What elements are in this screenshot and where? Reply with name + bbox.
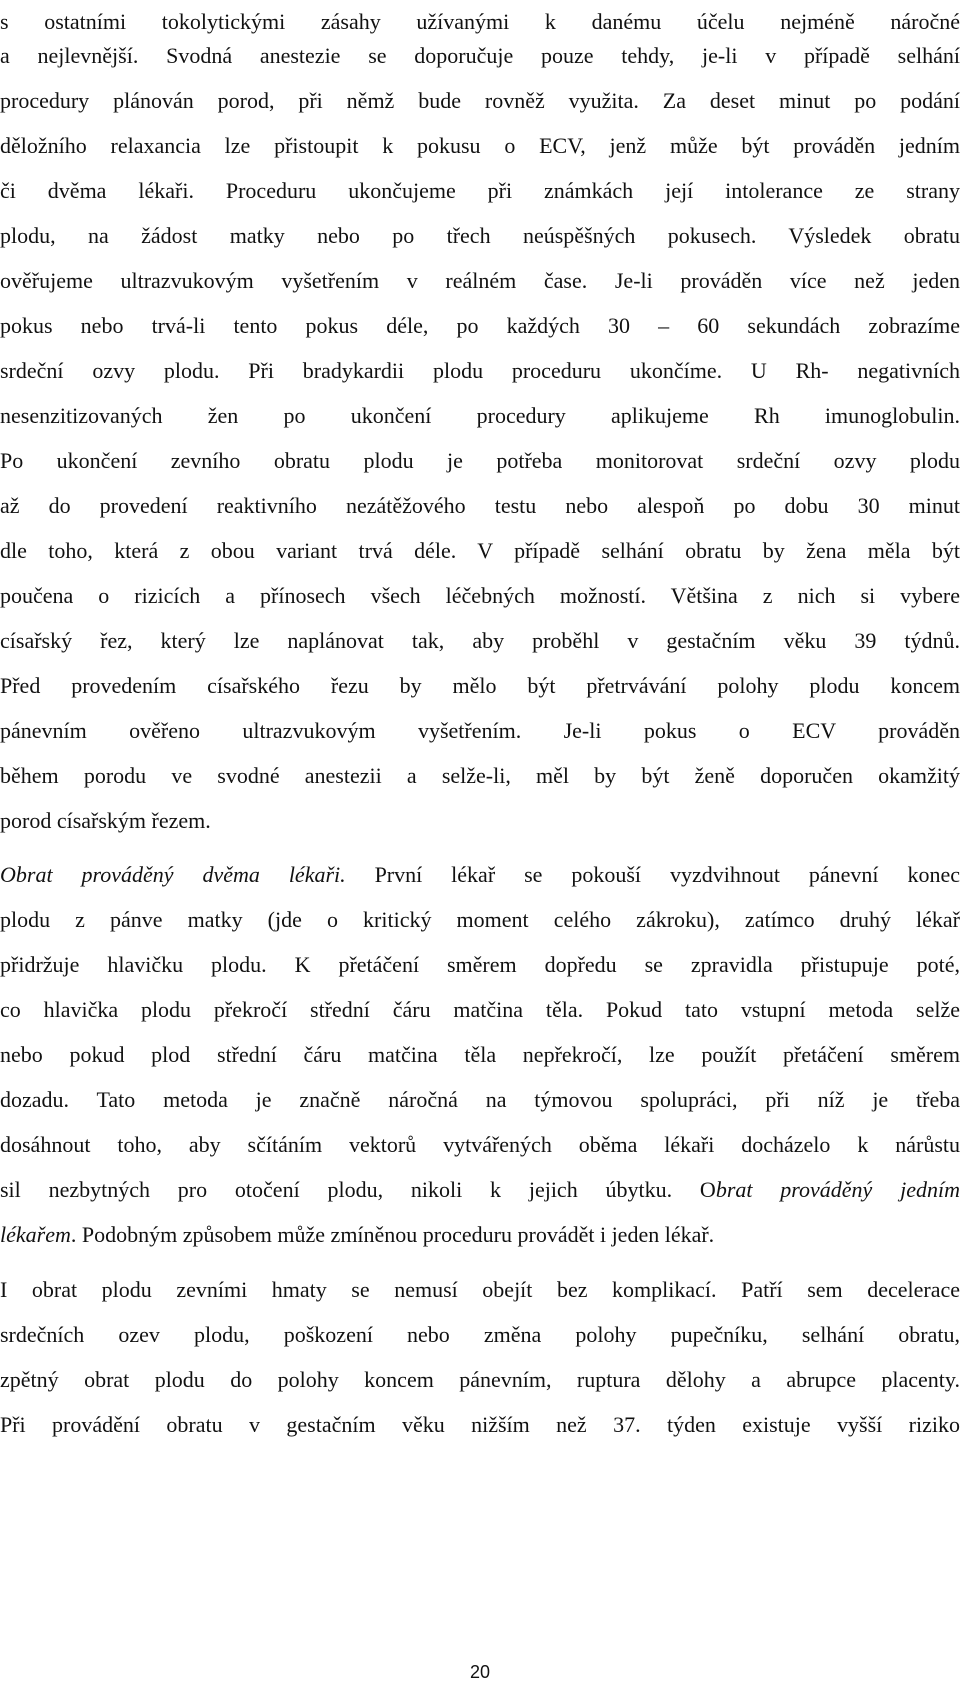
italic-heading: lékařem [0, 1222, 71, 1247]
text-line: plodu z pánve matky (jde o kritický moment celého zákroku), zatímco druhý lékař [0, 907, 960, 932]
text-line: plodu, na žádost matky nebo po třech neúspěšných pokusech. Výsledek obratu [0, 223, 960, 248]
text-line [0, 1213, 960, 1257]
text-line: pokus nebo trvá-li tento pokus déle, po každých 30 – 60 sekundách zobrazíme [0, 313, 960, 338]
text-line: porod císařským řezem. [0, 808, 211, 833]
text-line: srdeční ozvy plodu. Při bradykardii plodu proceduru ukončíme. U Rh- negativních [0, 358, 960, 383]
text-line: srdečních ozev plodu, poškození nebo změna polohy pupečníku, selhání obratu, [0, 1322, 960, 1347]
text-span: . Podobným způsobem může zmíněnou proceduru provádět i jeden lékař. [70, 1222, 715, 1247]
text-line: Před provedením císařského řezu by mělo být přetrvávání polohy plodu koncem [0, 673, 960, 698]
text-line: dozadu. Tato metoda je značně náročná na týmovou spolupráci, při níž je třeba [0, 1087, 960, 1112]
italic-heading: brat prováděný jedním [715, 1177, 960, 1202]
italic-heading: Obrat prováděný dvěma lékaři. [0, 862, 346, 887]
text-span: sil nezbytných pro otočení plodu, nikoli k jejich úbytku. O [0, 1177, 716, 1202]
text-line: děložního relaxancia lze přistoupit k pokusu o ECV, jenž může být prováděn jedním [0, 133, 960, 158]
text-line: během porodu ve svodné anestezii a selže-li, měl by být ženě doporučen okamžitý [0, 763, 960, 788]
text-line [0, 853, 960, 897]
text-line: co hlavička plodu překročí střední čáru matčina těla. Pokud tato vstupní metoda selže [0, 997, 960, 1022]
page-number: 20 [469, 1662, 491, 1682]
text-span: První lékař se pokouší vyzdvihnout pánevní konec [345, 862, 960, 887]
text-line: zpětný obrat plodu do polohy koncem pánevním, ruptura dělohy a abrupce placenty. [0, 1367, 960, 1392]
text-line: dosáhnout toho, aby sčítáním vektorů vytvářených oběma lékaři docházelo k nárůstu [0, 1132, 960, 1157]
text-line: procedury plánován porod, při němž bude rovněž využita. Za deset minut po podání [0, 88, 960, 113]
text-line: poučena o rizicích a přínosech všech léčebných možností. Většina z nich si vybere [0, 583, 960, 608]
text-line: či dvěma lékaři. Proceduru ukončujeme při známkách její intolerance ze strany [0, 178, 960, 203]
text-line: I obrat plodu zevními hmaty se nemusí obejít bez komplikací. Patří sem decelerace [0, 1277, 960, 1302]
text-line: s ostatními tokolytickými zásahy užívanými k danému účelu nejméně náročné [0, 9, 960, 34]
text-line: Při provádění obratu v gestačním věku nižším než 37. týden existuje vyšší riziko [0, 1412, 960, 1437]
text-line: ověřujeme ultrazvukovým vyšetřením v reálném čase. Je-li prováděn více než jeden [0, 268, 960, 293]
text-line: císařský řez, který lze naplánovat tak, aby proběhl v gestačním věku 39 týdnů. [0, 628, 960, 653]
text-line: nesenzitizovaných žen po ukončení procedury aplikujeme Rh imunoglobulin. [0, 403, 960, 428]
text-line: až do provedení reaktivního nezátěžového testu nebo alespoň po dobu 30 minut [0, 493, 960, 518]
text-line: dle toho, která z obou variant trvá déle. V případě selhání obratu by žena měla být [0, 538, 960, 563]
text-line: přidržuje hlavičku plodu. K přetáčení směrem dopředu se zpravidla přistupuje poté, [0, 952, 960, 977]
text-line [0, 1168, 960, 1212]
text-line: pánevním ověřeno ultrazvukovým vyšetřením. Je-li pokus o ECV prováděn [0, 718, 960, 743]
text-line: Po ukončení zevního obratu plodu je potřeba monitorovat srdeční ozvy plodu [0, 448, 960, 473]
text-line: nebo pokud plod střední čáru matčina těla nepřekročí, lze použít přetáčení směrem [0, 1042, 960, 1067]
text-line: a nejlevnější. Svodná anestezie se doporučuje pouze tehdy, je-li v případě selhání [0, 43, 960, 68]
